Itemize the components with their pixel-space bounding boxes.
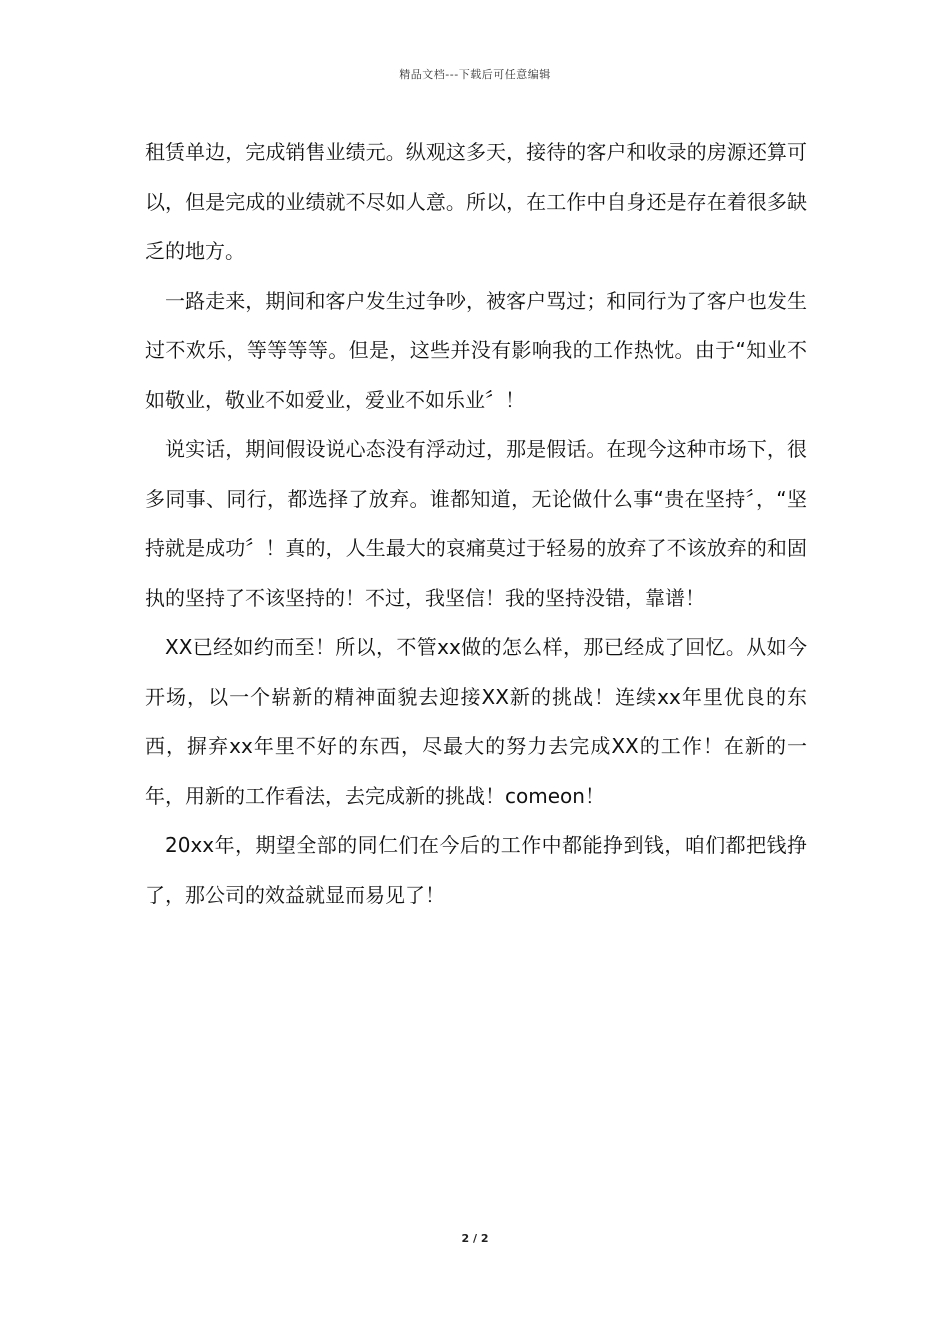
page-header: 精品文档---下载后可任意编辑 [399,68,551,81]
paragraph-4: XX已经如约而至！所以，不管xx做的怎么样，那已经成了回忆。从如今开场，以一个崭新的精神面貌去迎接XX新的挑战！连续xx年里优良的东西，摒弃xx年里不好的东西，尽最大的努力去完成XX的工作！在新的一年，用新的工作看法，去完成新的挑战！comeon！ [145,635,807,808]
paragraph-5: 20xx年，期望全部的同仁们在今后的工作中都能挣到钱，咱们都把钱挣了，那公司的效益就显而易见了！ [145,833,807,907]
document-body [145,128,807,920]
page-number: 2 / 2 [461,1232,489,1245]
paragraph-3: 说实话，期间假设说心态没有浮动过，那是假话。在现今这种市场下，很多同事、同行，都选择了放弃。谁都知道，无论做什么事“贵在坚持〞，“坚持就是成功〞！真的，人生最大的哀痛莫过于轻易的放弃了不该放弃的和固执的坚持了不该坚持的！不过，我坚信！我的坚持没错，靠谱！ [145,437,807,610]
paragraph-2: 一路走来，期间和客户发生过争吵，被客户骂过；和同行为了客户也发生过不欢乐，等等等等。但是，这些并没有影响我的工作热忱。由于“知业不如敬业，敬业不如爱业，爱业不如乐业〞！ [145,288,807,412]
paragraph-1: 租赁单边，完成销售业绩元。纵观这多天，接待的客户和收录的房源还算可以，但是完成的业绩就不尽如人意。所以，在工作中自身还是存在着很多缺乏的地方。 [145,140,807,263]
